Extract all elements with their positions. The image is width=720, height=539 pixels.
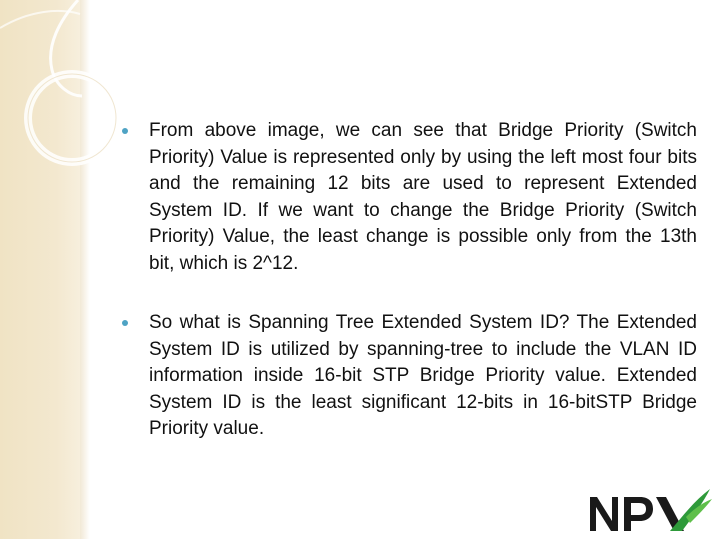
slide-content <box>122 118 697 476</box>
round-bullet-icon <box>122 320 128 326</box>
decorative-circles-icon <box>0 0 140 200</box>
bullet-text: So what is Spanning Tree Extended System ID? The Extended System ID is utilized by spanning-tree to include the VLAN ID information inside 16-bit STP Bridge Priority value. Extended System ID is the least significant 12-bits in 16-bitSTP Bridge Priority value. <box>149 312 697 439</box>
round-bullet-icon <box>122 128 128 134</box>
bullet-text: From above image, we can see that Bridge Priority (Switch Priority) Value is represented only by using the left most four bits and the remaining 12 bits are used to represent Extended System ID. If we want to change the Bridge Priority (Switch Priority) Value, the least change is possible only from the 13th bit, which is 2^12. <box>149 120 697 274</box>
bullet-item <box>122 118 697 277</box>
npx-logo <box>586 487 714 535</box>
bullet-item <box>122 310 697 443</box>
